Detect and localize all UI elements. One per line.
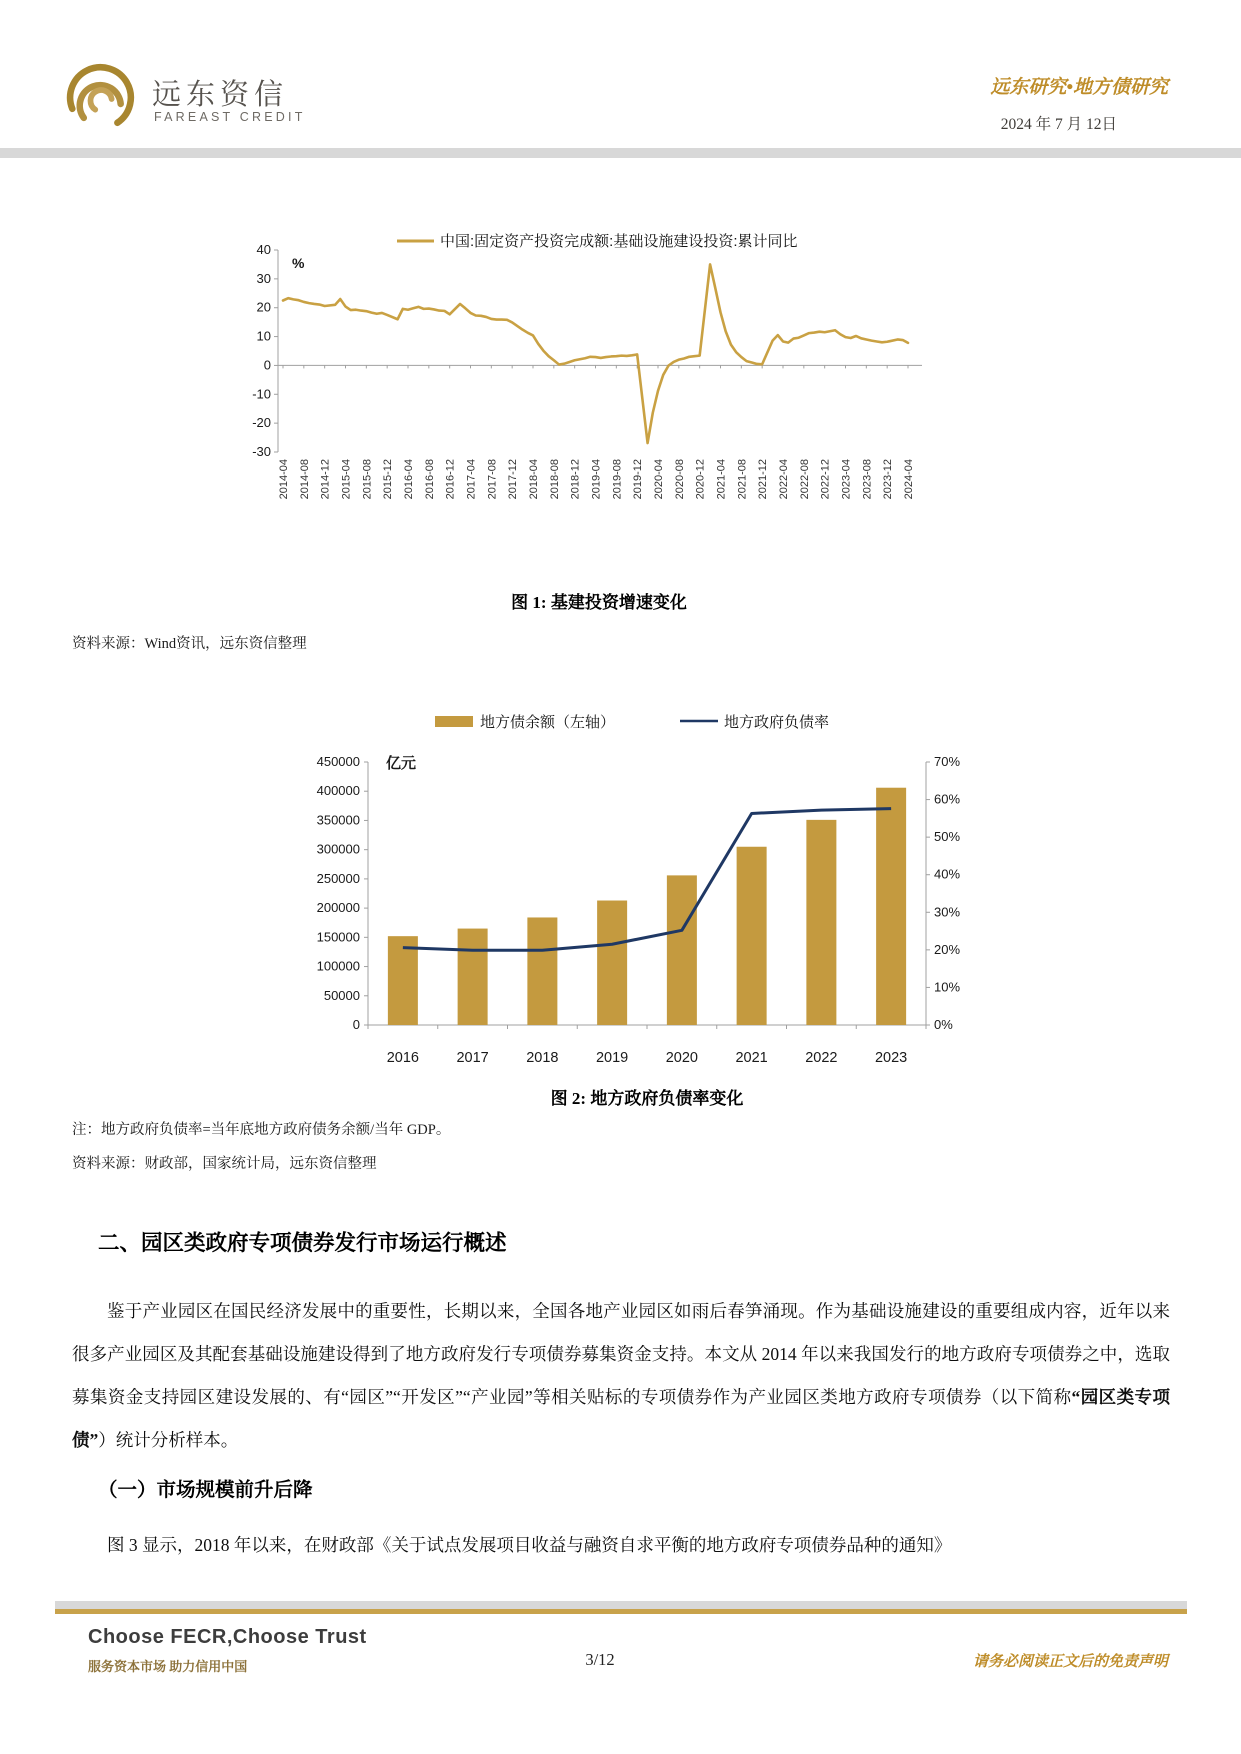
svg-text:2020: 2020 [665, 1050, 699, 1066]
brand-name-en: FAREAST CREDIT [154, 110, 306, 124]
svg-text:2022-12: 2022-12 [819, 459, 832, 500]
svg-text:2020-08: 2020-08 [673, 459, 686, 500]
header-divider [0, 148, 1241, 158]
svg-text:50%: 50% [934, 829, 961, 845]
svg-text:2021-08: 2021-08 [736, 459, 749, 500]
svg-text:-10: -10 [252, 386, 271, 402]
svg-text:50000: 50000 [323, 987, 360, 1003]
svg-text:2019-08: 2019-08 [611, 459, 624, 500]
svg-text:2015-08: 2015-08 [361, 459, 374, 500]
page-number: 3/12 [585, 1650, 615, 1669]
svg-text:2021-12: 2021-12 [757, 459, 770, 500]
figure1-source: 资料来源：Wind资讯，远东资信整理 [72, 636, 307, 652]
svg-text:40%: 40% [934, 866, 961, 882]
svg-text:20: 20 [256, 299, 271, 315]
svg-text:30: 30 [256, 270, 271, 286]
svg-text:2017-04: 2017-04 [465, 459, 478, 500]
local-debt-bar-line-chart [300, 700, 1000, 1092]
svg-text:2018-08: 2018-08 [548, 459, 561, 500]
svg-text:2022-08: 2022-08 [798, 459, 811, 500]
svg-text:2021-04: 2021-04 [715, 459, 728, 500]
svg-text:地方政府负债率: 地方政府负债率 [724, 714, 830, 731]
svg-text:2020-04: 2020-04 [653, 459, 665, 500]
figure2-caption: 图 2: 地方政府负债率变化 [550, 1089, 744, 1108]
footer-rule-gold [55, 1609, 1187, 1614]
svg-text:2016: 2016 [386, 1050, 420, 1066]
svg-text:2017-08: 2017-08 [486, 459, 499, 500]
svg-text:2023-12: 2023-12 [882, 459, 895, 500]
svg-text:200000: 200000 [316, 900, 360, 916]
svg-text:0: 0 [263, 357, 271, 373]
svg-text:20%: 20% [934, 941, 961, 957]
svg-text:2022: 2022 [805, 1050, 838, 1066]
svg-text:250000: 250000 [316, 870, 360, 886]
svg-text:2021: 2021 [735, 1050, 768, 1066]
svg-text:40: 40 [256, 242, 271, 257]
footer-rule-gray [55, 1601, 1187, 1609]
body-paragraph-1: 鉴于产业园区在国民经济发展中的重要性，长期以来，全国各地产业园区如雨后春笋涌现。作为基础设施建设的重要组成内容，近年以来很多产业园区及其配套基础设施建设得到了地方政府发行专项债券募集资金支持。本文从 2014 年以来我国发行的地方政府专项债券之中，选取募集资金支持园区建设发展的、有“园区”“开发区”“产业园”等相关贴标的专项债券作为产业园区类地方政府专项债券（以下简称“园区类专项债”）统计分析样本。 [72, 1301, 1170, 1450]
svg-text:150000: 150000 [316, 929, 360, 945]
svg-text:2023-08: 2023-08 [861, 459, 874, 500]
svg-text:0: 0 [352, 1017, 360, 1032]
svg-text:300000: 300000 [316, 841, 360, 857]
svg-text:-30: -30 [252, 443, 271, 459]
svg-text:2017-12: 2017-12 [507, 459, 520, 500]
svg-text:2018-12: 2018-12 [569, 459, 582, 500]
footer-slogan-en: Choose FECR,Choose Trust [88, 1626, 367, 1648]
report-date: 2024 年 7 月 12日 [1000, 116, 1117, 133]
svg-text:2016-08: 2016-08 [423, 459, 436, 500]
svg-text:亿元: 亿元 [386, 755, 417, 772]
svg-text:70%: 70% [934, 754, 961, 769]
svg-text:2019-04: 2019-04 [590, 459, 603, 500]
svg-text:2023: 2023 [874, 1050, 908, 1066]
svg-text:450000: 450000 [316, 754, 360, 769]
svg-text:-20: -20 [252, 415, 271, 431]
svg-text:中国:固定资产投资完成额:基础设施建设投资:累计同比: 中国:固定资产投资完成额:基础设施建设投资:累计同比 [440, 233, 798, 250]
svg-text:2014-04: 2014-04 [278, 459, 290, 500]
svg-text:2015-04: 2015-04 [340, 459, 353, 500]
svg-text:100000: 100000 [316, 958, 360, 974]
fareast-logo-icon [60, 58, 142, 140]
svg-text:2016-12: 2016-12 [444, 459, 457, 500]
svg-text:2019: 2019 [595, 1050, 629, 1066]
svg-text:2019-12: 2019-12 [632, 459, 645, 500]
svg-text:2024-04: 2024-04 [903, 459, 915, 500]
svg-text:2014-12: 2014-12 [319, 459, 332, 500]
svg-text:地方债余额（左轴）: 地方债余额（左轴） [480, 714, 616, 731]
figure2-note: 注：地方政府负债率=当年底地方政府债务余额/当年 GDP。 [72, 1122, 451, 1138]
section-heading: 二、园区类政府专项债券发行市场运行概述 [98, 1231, 507, 1255]
svg-text:10%: 10% [934, 979, 961, 995]
figure1-caption: 图 1: 基建投资增速变化 [511, 593, 687, 612]
svg-text:30%: 30% [934, 904, 961, 920]
svg-text:2018-04: 2018-04 [528, 459, 540, 500]
brand-name-cn: 远东资信 [152, 79, 289, 111]
svg-text:%: % [292, 255, 305, 271]
svg-text:2017: 2017 [456, 1050, 489, 1066]
figure2-source: 资料来源：财政部，国家统计局，远东资信整理 [72, 1156, 377, 1172]
subsection-heading: （一）市场规模前升后降 [98, 1480, 313, 1501]
svg-text:2015-12: 2015-12 [382, 459, 395, 500]
body-paragraph-2: 图 3 显示，2018 年以来，在财政部《关于试点发展项目收益与融资自求平衡的地方政府专项债券品种的通知》 [107, 1535, 952, 1555]
svg-text:400000: 400000 [316, 783, 360, 799]
svg-text:60%: 60% [934, 791, 961, 807]
svg-text:350000: 350000 [316, 812, 360, 828]
svg-text:10: 10 [256, 328, 271, 344]
svg-text:2016-04: 2016-04 [403, 459, 415, 500]
svg-text:2022-04: 2022-04 [778, 459, 790, 500]
svg-text:2023-04: 2023-04 [840, 459, 853, 500]
svg-text:2018: 2018 [526, 1050, 559, 1066]
svg-text:2020-12: 2020-12 [694, 459, 707, 500]
report-series-title: 远东研究•地方债研究 [990, 77, 1168, 98]
infrastructure-investment-line-chart [240, 228, 940, 540]
footer-slogan-cn: 服务资本市场 助力信用中国 [88, 1659, 248, 1674]
svg-text:0%: 0% [934, 1017, 953, 1032]
svg-text:2014-08: 2014-08 [298, 459, 311, 500]
footer-disclaimer: 请务必阅读正文后的免责声明 [972, 1654, 1168, 1670]
